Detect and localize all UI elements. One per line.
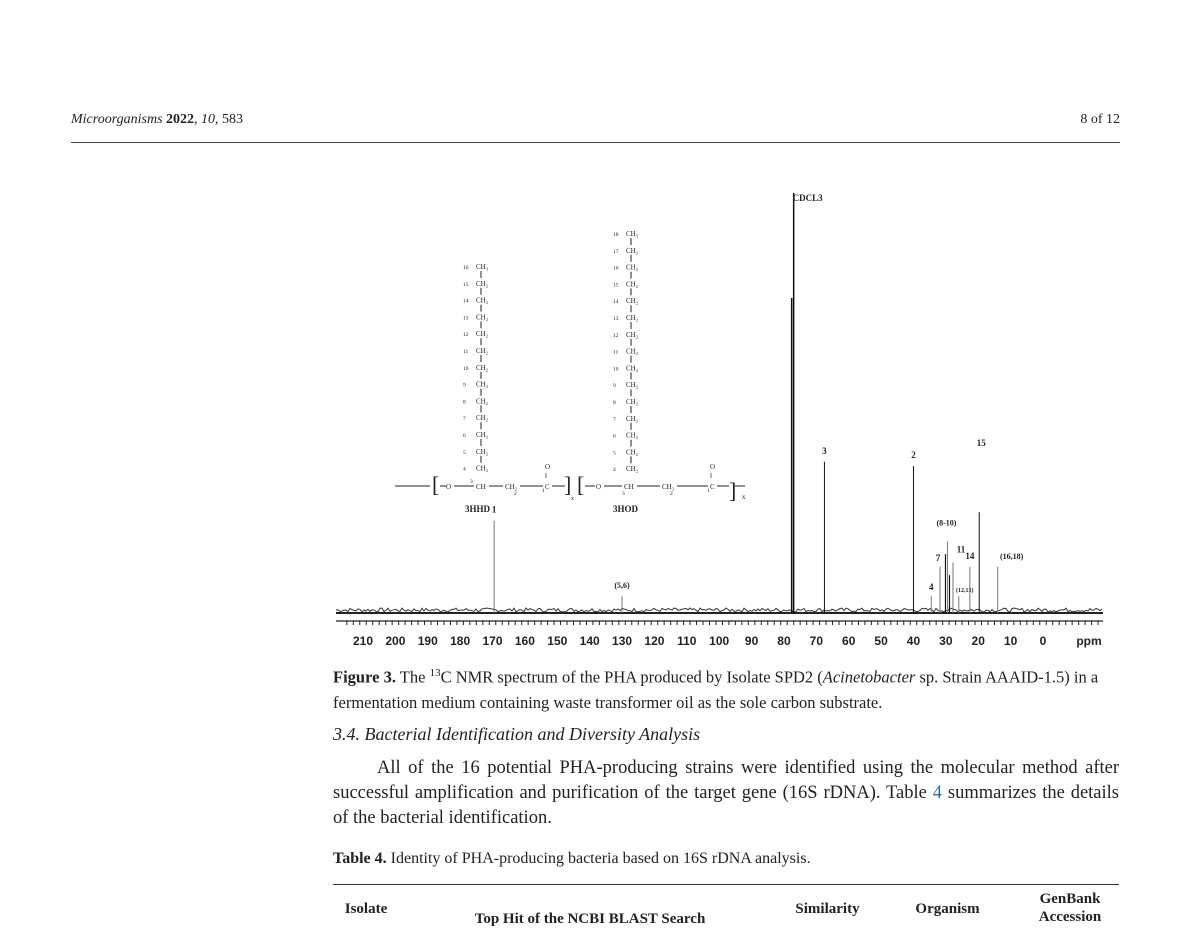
carbon-number: 5 bbox=[613, 450, 616, 457]
chain-group: CH₃ bbox=[476, 263, 489, 271]
structure-name: 3HOD bbox=[613, 504, 639, 514]
chain-group: CH₂ bbox=[626, 465, 639, 474]
figure-label: Figure 3. bbox=[333, 667, 396, 687]
ch-group: CH bbox=[624, 483, 634, 491]
chain-group: CH₂ bbox=[626, 364, 639, 373]
carbon-number: 13 bbox=[613, 316, 619, 322]
chain-group: CH₂ bbox=[476, 347, 489, 355]
carbon-number: 4 bbox=[463, 466, 466, 473]
carbon-number: 16 bbox=[463, 265, 469, 271]
axis-tick-label: 140 bbox=[579, 634, 600, 648]
chain-group: CH₂ bbox=[626, 347, 639, 356]
structure-name: 3HHD bbox=[465, 504, 491, 514]
axis-tick-label: 0 bbox=[1039, 634, 1047, 648]
table-header-genbank: GenBank Accession bbox=[1038, 891, 1102, 925]
article-number: 583 bbox=[222, 112, 244, 127]
carbon-number: 10 bbox=[613, 366, 619, 373]
carbon-number: 10 bbox=[463, 365, 469, 372]
carbon-number: 17 bbox=[613, 248, 619, 255]
axis-tick-label: 20 bbox=[971, 634, 985, 648]
page-number: 8 of 12 bbox=[1080, 112, 1120, 127]
peak-label: 11 bbox=[956, 544, 966, 555]
axis-tick-label: 110 bbox=[677, 634, 697, 648]
axis-tick-label: 150 bbox=[547, 634, 568, 648]
carbon-number: 9 bbox=[463, 382, 466, 389]
axis-tick-label: 80 bbox=[777, 634, 791, 648]
table-top-rule bbox=[333, 884, 1119, 885]
carbon-number: 15 bbox=[463, 281, 469, 288]
carbon-number: 5 bbox=[463, 449, 466, 456]
chain-group: CH₂ bbox=[626, 297, 639, 306]
bracket: [ bbox=[577, 472, 585, 497]
table-header-isolate: Isolate bbox=[344, 901, 388, 917]
bracket: ] bbox=[729, 478, 737, 503]
carbonyl-carbon: C bbox=[545, 483, 550, 491]
chain-group: CH₂ bbox=[626, 314, 639, 322]
peak-label: 1 bbox=[491, 504, 497, 515]
carbon-number: 7 bbox=[613, 416, 616, 423]
carbon-number: 6 bbox=[463, 433, 466, 439]
spectrum-peaks bbox=[492, 193, 1024, 613]
axis-tick-label: 130 bbox=[612, 634, 633, 648]
carbon-number: 14 bbox=[613, 299, 619, 306]
chain-group: CH₂ bbox=[476, 431, 489, 439]
chain-group: CH₂ bbox=[476, 397, 489, 406]
repeat-index: x bbox=[571, 496, 574, 502]
peak-label: 4 bbox=[929, 582, 934, 593]
axis-tick-label: 90 bbox=[744, 634, 759, 648]
chain-group: CH₂ bbox=[626, 414, 639, 423]
chain-group: CH₂ bbox=[476, 313, 489, 322]
peak-label: (12,13) bbox=[956, 588, 974, 595]
paragraph-text-post: summarizes the details of the bacterial identification. bbox=[333, 783, 1119, 828]
axis-tick-label: 50 bbox=[874, 634, 888, 648]
table-header-top-hit: Top Hit of the NCBI BLAST Search bbox=[474, 911, 706, 927]
ch2-group: CH₂ bbox=[505, 483, 518, 491]
chain-group: CH₂ bbox=[476, 363, 489, 372]
axis-tick-label: 40 bbox=[906, 634, 921, 648]
chain-group: CH₂ bbox=[626, 381, 639, 390]
carbonyl-oxygen: O bbox=[545, 463, 551, 471]
table-caption-text: Identity of PHA-producing bacteria based on 16S rDNA analysis. bbox=[386, 850, 811, 867]
spectrum-noise bbox=[336, 608, 1102, 612]
carbon-number: 3 bbox=[622, 491, 625, 497]
axis-tick-label: 190 bbox=[417, 634, 438, 648]
table-label: Table 4. bbox=[333, 850, 387, 867]
carbon-number: 9 bbox=[613, 383, 616, 390]
chemical-structures bbox=[395, 230, 746, 514]
carbon-number: 12 bbox=[613, 332, 619, 339]
double-bond: ‖ bbox=[710, 472, 712, 480]
table-header-similarity: Similarity bbox=[795, 901, 860, 917]
chain-group: CH₂ bbox=[626, 330, 639, 339]
peak-label: 14 bbox=[965, 550, 975, 561]
carbon-number: 8 bbox=[463, 399, 466, 406]
oxygen: O bbox=[446, 483, 452, 491]
carbonyl-oxygen: O bbox=[710, 463, 716, 471]
repeat-index: x bbox=[742, 493, 746, 501]
carbon-number: 11 bbox=[613, 349, 619, 356]
body-paragraph bbox=[333, 756, 1119, 831]
bracket: [ bbox=[432, 472, 440, 497]
carbon-number: 13 bbox=[463, 315, 469, 322]
carbon-number: 12 bbox=[463, 332, 469, 339]
carbon-number: 3 bbox=[470, 479, 473, 485]
carbonyl-carbon: C bbox=[710, 483, 715, 491]
carbon-number: 4 bbox=[613, 467, 616, 474]
chain-group: CH₂ bbox=[626, 448, 639, 457]
bracket: ] bbox=[564, 472, 572, 497]
chain-group: CH₂ bbox=[476, 414, 489, 423]
peak-label: 2 bbox=[911, 450, 916, 460]
carbon-number: 7 bbox=[463, 416, 466, 423]
carbon-number: 2 bbox=[670, 491, 673, 497]
ch2-group: CH₂ bbox=[662, 483, 675, 491]
journal-year: 2022 bbox=[166, 112, 195, 127]
carbon-number: 15 bbox=[613, 282, 619, 289]
paragraph-text-pre: All of the 16 potential PHA-producing strains were identified using the molecular method after successful amplification and purification of the target gene (16S rDNA). Table bbox=[333, 758, 1119, 803]
chain-group: CH₂ bbox=[476, 296, 489, 305]
peak-label: 3 bbox=[822, 445, 827, 456]
chain-group: CH₂ bbox=[626, 280, 639, 289]
table-header-organism: Organism bbox=[915, 901, 980, 917]
journal-citation: Microorganisms 2022, 10, 583 bbox=[71, 112, 244, 127]
chain-group: CH₂ bbox=[476, 279, 489, 288]
table-caption bbox=[333, 850, 811, 868]
peak-label: CDCL3 bbox=[792, 193, 823, 203]
axis-tick-label: 30 bbox=[939, 634, 953, 648]
caption-italic: Acinetobacter bbox=[822, 667, 916, 687]
chain-group: CH₂ bbox=[626, 263, 639, 272]
peak-label: (5,6) bbox=[614, 581, 630, 591]
axis-label: ppm bbox=[1076, 634, 1102, 648]
axis-tick-label: 210 bbox=[352, 634, 374, 648]
figure-caption bbox=[333, 661, 1119, 715]
caption-mid: C NMR spectrum of the PHA produced by Isolate SPD2 ( bbox=[440, 667, 823, 687]
carbon-number: 14 bbox=[463, 298, 469, 305]
carbon-number: 1 bbox=[707, 488, 710, 494]
peak-label: (16,18) bbox=[1000, 551, 1024, 561]
axis-tick-label: 170 bbox=[482, 634, 503, 648]
axis-tick-label: 10 bbox=[1003, 634, 1018, 648]
oxygen: O bbox=[596, 483, 602, 491]
chain-group: CH₂ bbox=[476, 380, 489, 389]
carbon-number: 18 bbox=[613, 232, 619, 238]
axis-tick-label: 100 bbox=[709, 634, 730, 648]
carbon-number: 2 bbox=[514, 491, 517, 497]
chain-group: CH₂ bbox=[476, 447, 489, 456]
peak-label: (8-10) bbox=[936, 518, 957, 528]
peak-label: 15 bbox=[976, 438, 986, 449]
chain-group: CH₂ bbox=[476, 464, 489, 473]
axis-tick-label: 180 bbox=[450, 634, 471, 648]
axis-tick-label: 200 bbox=[385, 634, 406, 648]
carbon-number: 8 bbox=[613, 400, 616, 406]
axis-tick-label: 160 bbox=[514, 634, 535, 648]
caption-sup: 13 bbox=[429, 667, 441, 679]
chain-group: CH₂ bbox=[626, 246, 639, 255]
double-bond: ‖ bbox=[545, 472, 547, 480]
ppm-axis bbox=[336, 621, 1103, 648]
journal-name: Microorganisms bbox=[71, 112, 163, 127]
chain-group: CH₂ bbox=[626, 398, 639, 406]
ch-group: CH bbox=[476, 483, 486, 491]
axis-tick-label: 60 bbox=[842, 634, 856, 648]
section-title: 3.4. Bacterial Identification and Diversity Analysis bbox=[333, 724, 701, 744]
axis-tick-label: 70 bbox=[809, 634, 824, 648]
chain-group: CH₂ bbox=[476, 330, 489, 339]
carbon-number: 1 bbox=[542, 488, 545, 494]
carbon-number: 11 bbox=[463, 349, 469, 355]
carbon-number: 16 bbox=[613, 265, 619, 272]
chain-group: CH₂ bbox=[626, 431, 639, 440]
chain-group: CH₃ bbox=[626, 230, 639, 238]
journal-volume: 10 bbox=[201, 112, 216, 127]
axis-tick-label: 120 bbox=[644, 634, 665, 648]
table-ref-link[interactable]: 4 bbox=[932, 783, 943, 803]
caption-post: sp. Strain AAAID-1.5) in a fermentation medium containing waste transformer oil as the sole carbon substrate. bbox=[333, 667, 1099, 712]
carbon-number: 6 bbox=[613, 433, 616, 440]
caption-pre: The bbox=[399, 667, 430, 687]
peak-label: 7 bbox=[935, 552, 941, 563]
